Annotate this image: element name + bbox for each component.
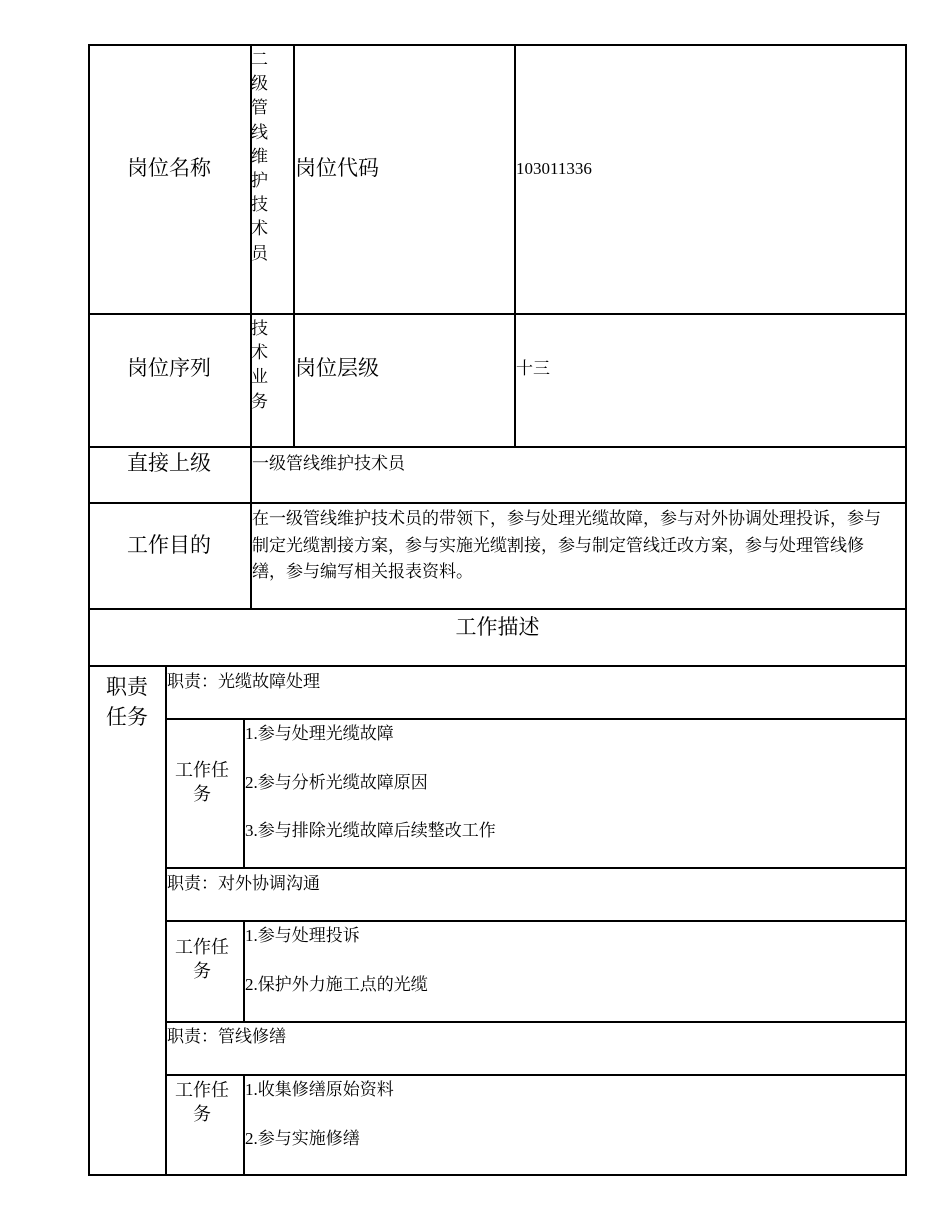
position-code-label: 岗位代码 [295,156,379,180]
table-border [165,920,907,922]
table-border [88,44,90,1176]
table-border [88,502,907,504]
table-border [165,867,907,869]
position-code-value: 103011336 [516,159,592,178]
table-border [165,665,167,1176]
table-border [165,1074,907,1076]
table-border [88,313,907,315]
task-label: 工作任务 [175,1080,229,1124]
purpose-value: 在一级管线维护技术员的带领下，参与处理光缆故障，参与对外协调处理投诉，参与制定光缆割接方案，参与实施光缆割接，参与制定管线迁改方案，参与处理管线修缮，参与编写相关报表资料。 [252,509,881,581]
supervisor-label: 直接上级 [127,451,211,475]
duty-title: 职责：光缆故障处理 [167,672,320,691]
table-border [88,44,907,46]
table-border [88,665,907,667]
task-item: 2.参与分析光缆故障原因 [245,773,428,792]
task-item: 1.参与处理光缆故障 [245,724,394,743]
position-name-label: 岗位名称 [127,156,211,180]
duties-label: 职责任务 [106,675,148,729]
position-level-label: 岗位层级 [295,356,379,380]
position-name-value: 二级管线维护技术员 [251,50,268,263]
task-item: 2.保护外力施工点的光缆 [245,975,428,994]
table-border [165,1021,907,1023]
duty-title: 职责：对外协调沟通 [167,874,320,893]
task-item: 1.参与处理投诉 [245,926,360,945]
position-series-value: 技术业务 [251,319,268,411]
task-label: 工作任务 [175,760,229,804]
table-border [165,718,907,720]
position-series-label: 岗位序列 [127,356,211,380]
task-item: 2.参与实施修缮 [245,1129,360,1148]
supervisor-value: 一级管线维护技术员 [252,454,405,473]
task-item: 1.收集修缮原始资料 [245,1080,394,1099]
duty-title: 职责：管线修缮 [167,1027,286,1046]
purpose-label: 工作目的 [127,533,211,557]
table-border [905,44,907,1176]
table-border [514,44,516,448]
table-border [88,608,907,610]
description-title: 工作描述 [455,615,540,639]
position-level-value: 十三 [516,359,550,378]
table-border [293,44,295,448]
task-item: 3.参与排除光缆故障后续整改工作 [245,821,496,840]
table-border [88,446,907,448]
table-border [88,1174,907,1176]
task-label: 工作任务 [175,937,229,981]
